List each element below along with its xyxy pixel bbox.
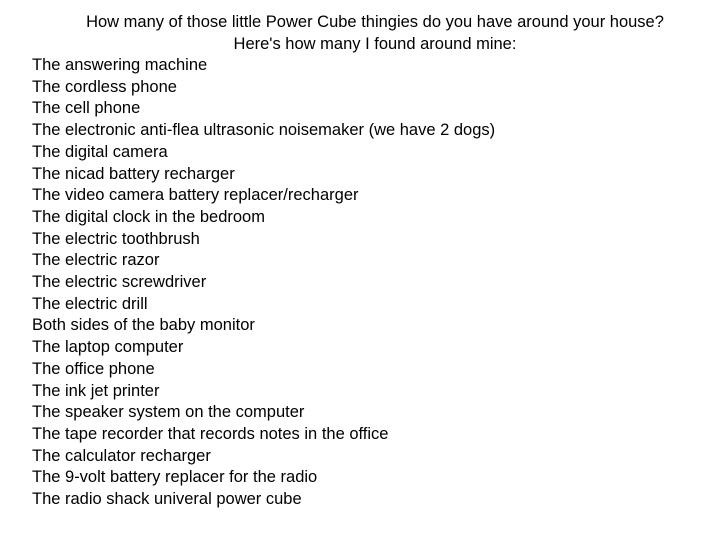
list-item: The electric screwdriver bbox=[32, 273, 207, 292]
slide-heading bbox=[40, 11, 710, 55]
list-item: The 9-volt battery replacer for the radio bbox=[32, 468, 318, 487]
list-item: The electric razor bbox=[32, 251, 160, 270]
list-item: The tape recorder that records notes in the office bbox=[32, 424, 389, 443]
list-item: The answering machine bbox=[32, 56, 208, 74]
list-item: The laptop computer bbox=[32, 338, 184, 357]
list-item: The cell phone bbox=[32, 99, 141, 118]
heading-line-2: Here's how many I found around mine: bbox=[233, 35, 517, 53]
list-item: The calculator recharger bbox=[32, 446, 211, 465]
heading-line-1: How many of those little Power Cube thingies do you have around your house? bbox=[86, 13, 664, 31]
power-cube-list bbox=[32, 55, 495, 511]
list-item: The nicad battery recharger bbox=[32, 164, 235, 183]
list-item: The electronic anti-flea ultrasonic noisemaker (we have 2 dogs) bbox=[32, 121, 496, 140]
list-item: Both sides of the baby monitor bbox=[32, 316, 255, 335]
list-item: The ink jet printer bbox=[32, 381, 160, 400]
list-item: The digital clock in the bedroom bbox=[32, 207, 265, 226]
list-item: The electric drill bbox=[32, 294, 148, 313]
list-item: The office phone bbox=[32, 359, 155, 378]
list-item: The speaker system on the computer bbox=[32, 403, 305, 422]
list-item: The cordless phone bbox=[32, 77, 177, 96]
list-item: The radio shack univeral power cube bbox=[32, 490, 302, 509]
list-item: The video camera battery replacer/recharger bbox=[32, 186, 359, 205]
list-item: The digital camera bbox=[32, 142, 168, 161]
list-item: The electric toothbrush bbox=[32, 229, 200, 248]
